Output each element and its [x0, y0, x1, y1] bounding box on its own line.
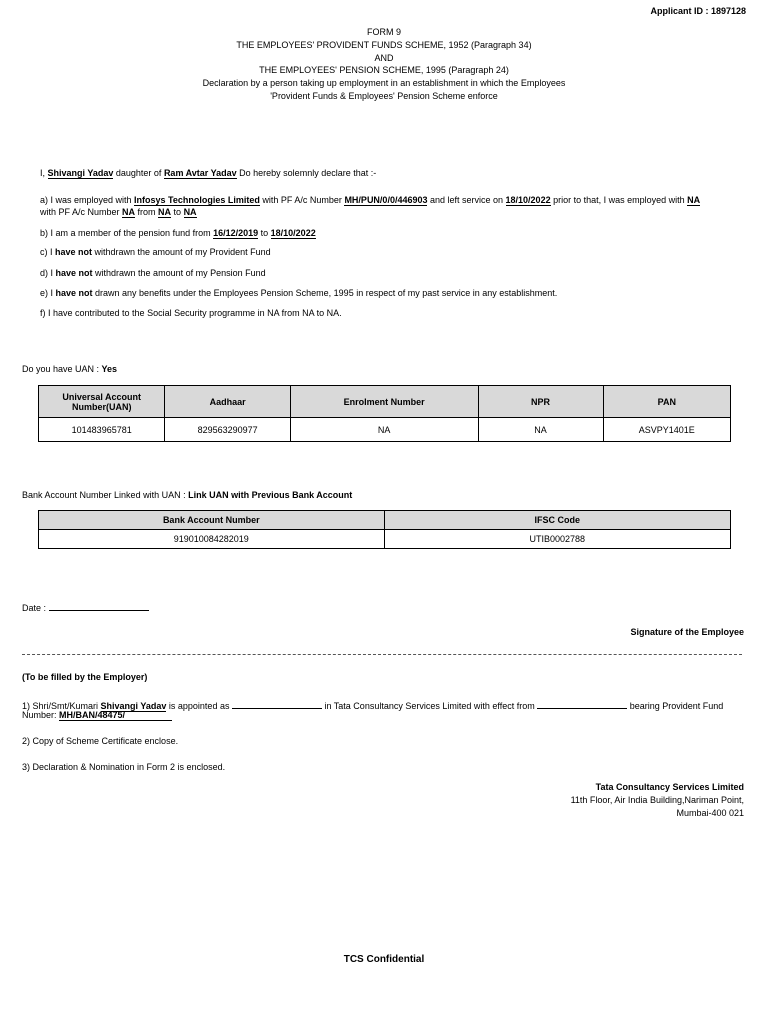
footer-confidential: TCS Confidential: [343, 954, 425, 965]
uan-table-header-row: [39, 386, 731, 418]
item-a-line-2: with PF A/c Number NA from NA to NA: [40, 207, 197, 217]
bank-table-header-row: [39, 511, 731, 530]
header-and: AND: [374, 53, 394, 63]
pan-value: ASVPY1401E: [603, 418, 730, 442]
header-line-2: THE EMPLOYEES' PENSION SCHEME, 1995 (Paragraph 24): [259, 65, 509, 75]
signature-label: Signature of the Employee: [630, 627, 744, 637]
uan-question: Do you have UAN : Yes: [22, 364, 118, 374]
table-row: [39, 530, 731, 549]
col-header-npr: NPR: [478, 386, 603, 418]
enrolment-value: NA: [290, 418, 478, 442]
form-number: FORM 9: [366, 27, 401, 37]
uan-value: 101483965781: [39, 418, 165, 442]
date-blank: [49, 600, 149, 611]
bank-account-value: 919010084282019: [39, 530, 385, 549]
declaration-suffix: Do hereby solemnly declare that :-: [236, 168, 377, 178]
parent-name: Ram Avtar Yadav: [163, 168, 237, 178]
left-service-date: 18/10/2022: [505, 195, 551, 205]
item-e: e) I have not drawn any benefits under the Employees Pension Scheme, 1995 in respect of my past service in any establishment.: [40, 288, 558, 298]
separator: [22, 654, 742, 655]
col-header-ifsc: IFSC Code: [384, 511, 730, 530]
uan-answer: Yes: [101, 364, 118, 374]
header-line-3: Declaration by a person taking up employment in an establishment in which the Employees: [202, 78, 566, 88]
previous-employer: Infosys Technologies Limited: [134, 195, 260, 205]
company-address-1: 11th Floor, Air India Building,Nariman Point,: [570, 795, 744, 805]
prior-to: NA: [183, 207, 197, 217]
effective-date-blank: [537, 698, 627, 709]
item-f: f) I have contributed to the Social Security programme in NA from NA to NA.: [40, 308, 342, 318]
col-header-pan: PAN: [603, 386, 730, 418]
ifsc-value: UTIB0002788: [384, 530, 730, 549]
item-b: b) I am a member of the pension fund from 16/12/2019 to 18/10/2022: [40, 228, 316, 238]
previous-pf-number: MH/PUN/0/0/446903: [344, 195, 428, 205]
designation-blank: [232, 698, 322, 709]
item-a-line-1: a) I was employed with Infosys Technologies Limited with PF A/c Number MH/PUN/0/0/446903 and left service on 18/10/2022 prior to that, I was employed with NA: [40, 195, 701, 205]
item-d: d) I have not withdrawn the amount of my Pension Fund: [40, 268, 266, 278]
pension-to: 18/10/2022: [270, 228, 316, 238]
item-c: c) I have not withdrawn the amount of my Provident Fund: [40, 247, 271, 257]
employee-name: Shivangi Yadav: [47, 168, 114, 178]
col-header-aadhaar: Aadhaar: [165, 386, 290, 418]
uan-table: [38, 385, 731, 442]
employer-para-1-line-1: 1) Shri/Smt/Kumari Shivangi Yadav is appointed as in Tata Consultancy Services Limited with effect from bearing Provident Fund: [22, 698, 723, 711]
declaration-prefix: I,: [40, 168, 48, 178]
company-address-2: Mumbai-400 021: [676, 808, 744, 818]
bank-linked-value: Link UAN with Previous Bank Account: [188, 490, 353, 500]
employer-para-1-line-2: Number: MH/BAN/48475/: [22, 710, 172, 721]
employer-para-3: 3) Declaration & Nomination in Form 2 is enclosed.: [22, 762, 226, 772]
employer-section-title: (To be filled by the Employer): [22, 672, 148, 682]
col-header-uan: Universal Account Number(UAN): [39, 386, 165, 418]
company-name: Tata Consultancy Services Limited: [595, 782, 744, 792]
applicant-id: Applicant ID : 1897128: [650, 6, 746, 16]
employer-para-2: 2) Copy of Scheme Certificate enclose.: [22, 736, 179, 746]
col-header-bank-account: Bank Account Number: [39, 511, 385, 530]
bank-linked-line: Bank Account Number Linked with UAN : Link UAN with Previous Bank Account: [22, 490, 353, 500]
prior-pf-number: NA: [122, 207, 136, 217]
aadhaar-value: 829563290977: [165, 418, 290, 442]
npr-value: NA: [478, 418, 603, 442]
date-field: [22, 600, 149, 613]
new-pf-number: MH/BAN/48475/: [59, 710, 172, 721]
prior-from: NA: [158, 207, 172, 217]
header-line-4: 'Provident Funds & Employees' Pension Scheme enforce: [270, 91, 498, 101]
col-header-enrolment: Enrolment Number: [290, 386, 478, 418]
table-row: [39, 418, 731, 442]
prior-employer: NA: [687, 195, 701, 205]
appointee-name: Shivangi Yadav: [100, 701, 167, 711]
pension-from: 16/12/2019: [213, 228, 259, 238]
bank-table: [38, 510, 731, 549]
declaration-line: [40, 168, 376, 178]
declaration-relation: daughter of: [113, 168, 164, 178]
header-line-1: THE EMPLOYEES' PROVIDENT FUNDS SCHEME, 1952 (Paragraph 34): [236, 40, 532, 50]
date-label: Date :: [22, 603, 49, 613]
